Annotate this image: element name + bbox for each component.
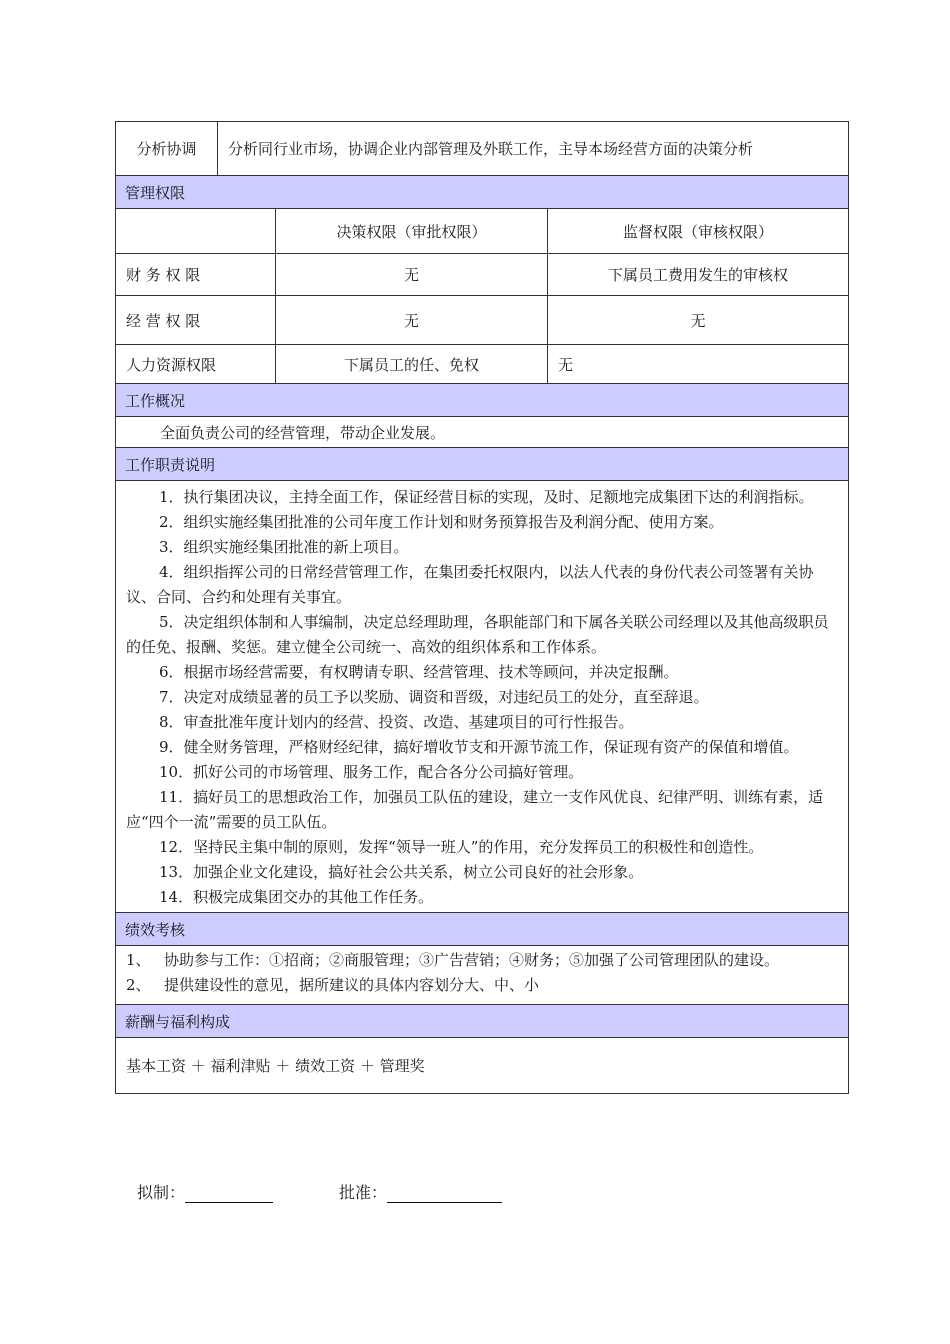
duty-item: 12．坚持民主集中制的原则，发挥“领导一班人”的作用，充分发挥员工的积极性和创造性。 [159, 838, 764, 856]
authority-decision-value: 下属员工的任、免权 [275, 345, 547, 383]
performance-item [126, 948, 838, 973]
approve-signature-line[interactable] [387, 1182, 502, 1203]
duty-item: 9．健全财务管理，严格财经纪律，搞好增收节支和开源节流工作，保证现有资产的保值和增值。 [159, 738, 799, 756]
authority-row-label: 人力资源权限 [126, 355, 217, 374]
authority-row-label: 经 营 权 限 [126, 311, 201, 330]
salary-text: 基本工资 ＋ 福利津贴 ＋ 绩效工资 ＋ 管理奖 [126, 1057, 425, 1075]
authority-row [116, 254, 848, 296]
duty-item: 5．决定组织体制和人事编制，决定总经理助理，各职能部门和下属各关联公司经理以及其他高级职员的任免、报酬、奖惩。建立健全公司统一、高效的组织体系和工作体系。 [126, 613, 829, 656]
duties-section-header [116, 448, 848, 481]
overview-text: 全面负责公司的经营管理，带动企业发展。 [160, 423, 446, 442]
authority-section-title: 管理权限 [116, 176, 848, 208]
overview-row [116, 417, 848, 448]
authority-decision-value: 无 [275, 296, 547, 344]
duty-item: 8．审查批准年度计划内的经营、投资、改造、基建项目的可行性报告。 [159, 713, 634, 731]
authority-supervision-value: 无 [547, 296, 848, 344]
analysis-row [116, 122, 848, 176]
approve-label: 批准： [339, 1183, 388, 1202]
authority-row [116, 296, 848, 345]
authority-header-row [116, 209, 848, 254]
authority-supervision-value: 无 [547, 345, 848, 383]
supervision-column-header: 监督权限（审核权限） [547, 209, 848, 253]
overview-section-title: 工作概况 [116, 384, 848, 416]
approve-signature [339, 1180, 502, 1203]
duty-item: 7．决定对成绩显著的员工予以奖励、调资和晋级，对违纪员工的处分，直至辞退。 [159, 688, 709, 706]
performance-item-text: 提供建设性的意见，据所建议的具体内容划分大、中、小 [164, 976, 540, 994]
salary-section-title: 薪酬与福利构成 [116, 1005, 848, 1037]
duties-row [116, 481, 848, 913]
authority-supervision-value: 下属员工费用发生的审核权 [547, 254, 848, 295]
duty-item: 2．组织实施经集团批准的公司年度工作计划和财务预算报告及利润分配、使用方案。 [159, 513, 724, 531]
duty-item: 3．组织实施经集团批准的新上项目。 [159, 538, 409, 556]
duties-list [116, 481, 848, 912]
analysis-text: 分析同行业市场，协调企业内部管理及外联工作，主导本场经营方面的决策分析 [217, 122, 848, 175]
duty-item: 10．抓好公司的市场管理、服务工作，配合各分公司搞好管理。 [159, 763, 584, 781]
performance-row [116, 946, 848, 1005]
performance-item [126, 973, 838, 998]
duty-item: 14．积极完成集团交办的其他工作任务。 [159, 888, 434, 906]
duty-item: 13．加强企业文化建设，搞好社会公共关系，树立公司良好的社会形象。 [159, 863, 644, 881]
salary-section-header [116, 1005, 848, 1038]
authority-decision-value: 无 [275, 254, 547, 295]
authority-section-header [116, 176, 848, 209]
duty-item: 11．搞好员工的思想政治工作，加强员工队伍的建设，建立一支作风优良、纪律严明、训练有素，适应“四个一流”需要的员工队伍。 [126, 788, 824, 831]
performance-item-number: 1、 [126, 951, 151, 969]
authority-row [116, 345, 848, 384]
performance-item-number: 2、 [126, 976, 151, 994]
duty-item: 4．组织指挥公司的日常经营管理工作，在集团委托权限内，以法人代表的身份代表公司签署有关协议、合同、合约和处理有关事宜。 [126, 563, 814, 606]
performance-section-title: 绩效考核 [116, 913, 848, 945]
overview-section-header [116, 384, 848, 417]
draft-signature [137, 1180, 273, 1203]
performance-list [116, 946, 848, 1004]
salary-row [116, 1038, 848, 1093]
draft-signature-line[interactable] [185, 1182, 273, 1203]
performance-section-header [116, 913, 848, 946]
analysis-label: 分析协调 [136, 140, 197, 158]
duties-section-title: 工作职责说明 [116, 448, 848, 480]
duty-item: 1．执行集团决议，主持全面工作，保证经营目标的实现，及时、足额地完成集团下达的利润指标。 [159, 488, 814, 506]
decision-column-header: 决策权限（审批权限） [275, 209, 547, 253]
job-description-table [115, 121, 849, 1094]
authority-corner-cell [116, 209, 275, 253]
draft-label: 拟制： [137, 1183, 186, 1202]
authority-row-label: 财 务 权 限 [126, 266, 201, 284]
duty-item: 6．根据市场经营需要，有权聘请专职、经营管理、技术等顾问，并决定报酬。 [159, 663, 679, 681]
performance-item-text: 协助参与工作：①招商；②商服管理；③广告营销；④财务；⑤加强了公司管理团队的建设。 [164, 951, 780, 969]
